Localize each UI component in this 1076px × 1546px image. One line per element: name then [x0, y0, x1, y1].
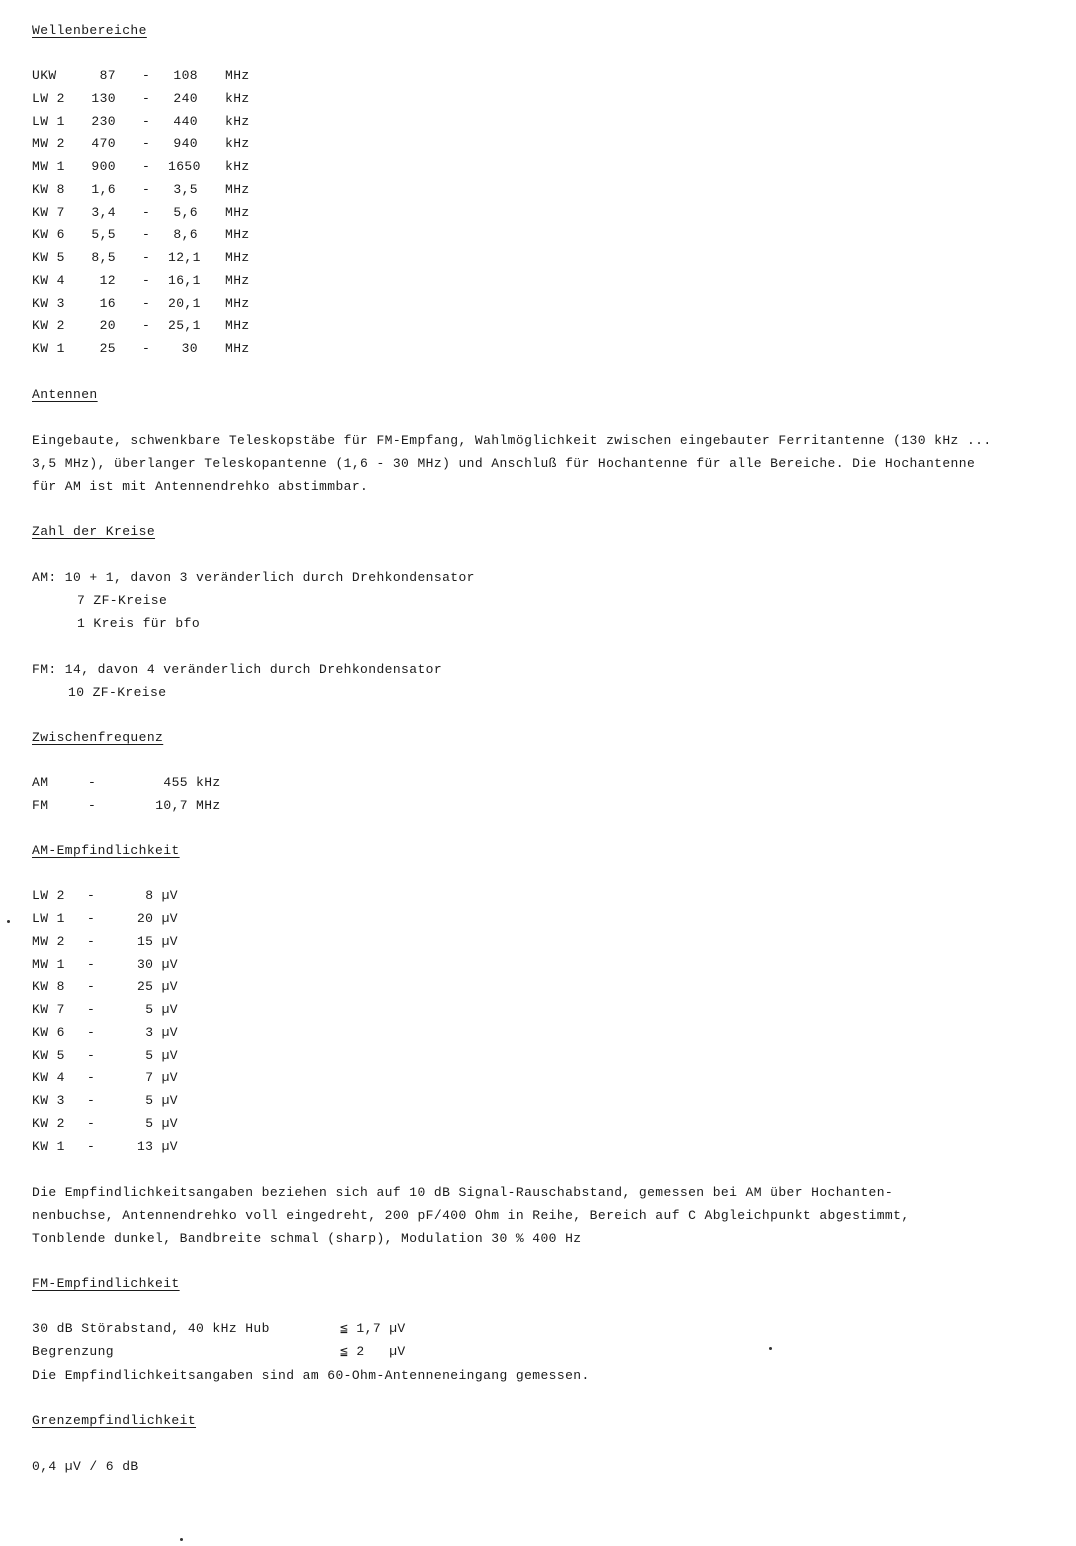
value-cell: 10,7	[155, 797, 188, 813]
unit-cell: MHz	[225, 227, 250, 243]
to-cell: 30	[181, 341, 198, 356]
table-row	[32, 338, 1042, 361]
table-row	[32, 999, 1042, 1022]
fm-row-begrenzung	[32, 1341, 1042, 1364]
section-heading-antennen: Antennen	[32, 386, 98, 402]
table-row	[32, 315, 1042, 338]
band-cell: KW 1	[32, 1138, 65, 1154]
unit-cell: MHz	[196, 797, 221, 813]
dash-cell: -	[87, 1093, 96, 1108]
to-cell: 5,6	[173, 204, 198, 220]
from-cell: 5,5	[91, 227, 116, 243]
band-cell: KW 7	[32, 1002, 65, 1017]
dash-cell: -	[88, 797, 97, 813]
section-heading-am-empfindlichkeit: AM-Empfindlichkeit	[32, 843, 180, 859]
table-row	[32, 954, 1042, 977]
dash-cell: -	[87, 1002, 96, 1017]
kreise-am-bfo: 1 Kreis für bfo	[77, 615, 201, 631]
band-cell: KW 6	[32, 1024, 65, 1040]
table-row	[32, 976, 1042, 999]
to-cell: 440	[173, 113, 198, 129]
am-empfindlichkeit-table	[32, 885, 1042, 1158]
unit-cell: MHz	[225, 295, 250, 311]
table-row	[32, 133, 1042, 156]
value-cell: 5 µV	[145, 1093, 178, 1108]
range-dash: -	[142, 136, 151, 152]
section-heading-kreise: Zahl der Kreise	[32, 523, 156, 539]
dash-cell: -	[87, 1047, 96, 1063]
section-heading-fm-empfindlichkeit: FM-Empfindlichkeit	[32, 1276, 180, 1292]
kreise-fm-line: FM: 14, davon 4 veränderlich durch Drehkondensator	[32, 661, 443, 677]
from-cell: 12	[99, 272, 116, 288]
table-row	[32, 1136, 1042, 1159]
band-cell: KW 3	[32, 295, 65, 311]
band-cell: KW 2	[32, 318, 65, 334]
dash-cell: -	[87, 1115, 96, 1131]
band-cell: KW 4	[32, 1070, 65, 1086]
unit-cell: kHz	[196, 774, 221, 790]
value-cell: 3 µV	[145, 1024, 178, 1040]
section-heading-wellenbereiche: Wellenbereiche	[32, 23, 147, 38]
range-dash: -	[142, 227, 151, 243]
value-cell: 15 µV	[136, 933, 178, 949]
kreise-fm-zf: 10 ZF-Kreise	[68, 684, 167, 700]
section-heading-grenzempfindlichkeit: Grenzempfindlichkeit	[32, 1412, 197, 1428]
antennen-text: Eingebaute, schwenkbare Teleskopstäbe für FM-Empfang, Wahlmöglichkeit zwischen eingebauter Ferritantenne (130 kHz ... 3,5 MHz), überlanger Teleskopantenne (1,6 - 30 MHz) und Anschluß für Hochantenne für alle Bereiche. Die Hochantenne für AM ist mit Antennendrehko abstimmbar.	[32, 432, 992, 494]
unit-cell: MHz	[225, 68, 250, 83]
table-row	[32, 65, 1042, 88]
from-cell: 470	[91, 136, 116, 152]
dash-cell: -	[87, 1070, 96, 1086]
unit-cell: MHz	[225, 181, 250, 197]
dash-cell: -	[87, 1024, 96, 1040]
to-cell: 240	[173, 90, 198, 106]
range-dash: -	[142, 318, 151, 334]
document-page	[32, 20, 1042, 1478]
unit-cell: kHz	[225, 136, 250, 152]
unit-cell: kHz	[225, 113, 250, 129]
from-cell: 1,6	[91, 181, 116, 197]
band-cell: KW 2	[32, 1115, 65, 1131]
table-row	[32, 885, 1042, 908]
to-cell: 25,1	[168, 318, 201, 334]
am-note-line-3: Tonblende dunkel, Bandbreite schmal (sharp), Modulation 30 % 400 Hz	[32, 1231, 582, 1247]
fm-row-stoerabstand	[32, 1318, 1042, 1341]
fm-note: Die Empfindlichkeitsangaben sind am 60-Ohm-Antenneneingang gemessen.	[32, 1367, 590, 1383]
scan-speck	[769, 1347, 772, 1350]
mode-cell: AM	[32, 774, 49, 790]
to-cell: 8,6	[173, 227, 198, 243]
dash-cell: -	[87, 933, 96, 949]
dash-cell: -	[88, 774, 97, 790]
to-cell: 12,1	[168, 250, 201, 265]
table-row	[32, 88, 1042, 111]
band-cell: KW 5	[32, 250, 65, 265]
range-dash: -	[142, 295, 151, 311]
from-cell: 8,5	[91, 250, 116, 265]
band-cell: KW 5	[32, 1047, 65, 1063]
table-row	[32, 931, 1042, 954]
range-dash: -	[142, 272, 151, 288]
section-heading-zwischenfrequenz: Zwischenfrequenz	[32, 729, 164, 745]
band-cell: MW 1	[32, 159, 65, 174]
band-cell: KW 8	[32, 181, 65, 197]
dash-cell: -	[87, 956, 96, 972]
band-cell: KW 3	[32, 1093, 65, 1108]
fm-row-label: Begrenzung	[32, 1344, 115, 1359]
table-row	[32, 179, 1042, 202]
unit-cell: MHz	[225, 272, 250, 288]
to-cell: 16,1	[168, 272, 201, 288]
am-note-line-2: nenbuchse, Antennendrehko voll eingedreht, 200 pF/400 Ohm in Reihe, Bereich auf C Abgleichpunkt abgestimmt,	[32, 1208, 910, 1224]
from-cell: 16	[99, 295, 116, 311]
band-cell: LW 1	[32, 911, 65, 926]
fm-row-value: ≦ 1,7 µV	[340, 1321, 406, 1337]
value-cell: 30 µV	[136, 956, 178, 972]
value-cell: 20 µV	[136, 911, 178, 926]
table-row	[32, 795, 1042, 818]
to-cell: 108	[173, 68, 198, 83]
table-row	[32, 1067, 1042, 1090]
zwischenfrequenz-table	[32, 772, 1042, 818]
am-note-line-1: Die Empfindlichkeitsangaben beziehen sich auf 10 dB Signal-Rauschabstand, gemessen bei AM über Hochanten-	[32, 1185, 894, 1201]
from-cell: 25	[99, 341, 116, 356]
table-row	[32, 270, 1042, 293]
dash-cell: -	[87, 888, 96, 904]
from-cell: 3,4	[91, 204, 116, 220]
unit-cell: MHz	[225, 204, 250, 220]
to-cell: 940	[173, 136, 198, 152]
value-cell: 8 µV	[145, 888, 178, 904]
unit-cell: kHz	[225, 159, 250, 174]
range-dash: -	[142, 250, 151, 265]
table-row	[32, 156, 1042, 179]
table-row	[32, 247, 1042, 270]
range-dash: -	[142, 68, 151, 83]
band-cell: KW 8	[32, 979, 65, 995]
from-cell: 230	[91, 113, 116, 129]
range-dash: -	[142, 204, 151, 220]
kreise-am-line: AM: 10 + 1, davon 3 veränderlich durch Drehkondensator	[32, 569, 475, 585]
range-dash: -	[142, 181, 151, 197]
kreise-am-zf: 7 ZF-Kreise	[77, 592, 168, 608]
table-row	[32, 293, 1042, 316]
table-row	[32, 1022, 1042, 1045]
from-cell: 130	[91, 90, 116, 106]
band-cell: UKW	[32, 68, 57, 83]
table-row	[32, 111, 1042, 134]
band-cell: KW 6	[32, 227, 65, 243]
band-cell: LW 2	[32, 90, 65, 106]
value-cell: 25 µV	[136, 979, 178, 995]
fm-row-value: ≦ 2 µV	[340, 1344, 406, 1359]
to-cell: 1650	[168, 159, 201, 174]
range-dash: -	[142, 341, 151, 356]
band-cell: KW 4	[32, 272, 65, 288]
fm-row-label: 30 dB Störabstand, 40 kHz Hub	[32, 1321, 270, 1337]
band-cell: MW 2	[32, 933, 65, 949]
table-row	[32, 202, 1042, 225]
dash-cell: -	[87, 911, 96, 926]
mode-cell: FM	[32, 797, 49, 813]
grenz-value: 0,4 µV / 6 dB	[32, 1458, 139, 1474]
scan-speck	[7, 920, 10, 923]
unit-cell: MHz	[225, 341, 250, 356]
wellenbereiche-table	[32, 65, 1042, 361]
value-cell: 5 µV	[145, 1115, 178, 1131]
dash-cell: -	[87, 979, 96, 995]
from-cell: 20	[99, 318, 116, 334]
table-row	[32, 224, 1042, 247]
unit-cell: MHz	[225, 250, 250, 265]
range-dash: -	[142, 90, 151, 106]
table-row	[32, 1090, 1042, 1113]
table-row	[32, 1045, 1042, 1068]
table-row	[32, 772, 1042, 795]
value-cell: 455	[163, 774, 188, 790]
value-cell: 5 µV	[145, 1002, 178, 1017]
band-cell: LW 2	[32, 888, 65, 904]
range-dash: -	[142, 159, 151, 174]
range-dash: -	[142, 113, 151, 129]
band-cell: MW 2	[32, 136, 65, 152]
table-row	[32, 908, 1042, 931]
band-cell: KW 1	[32, 341, 65, 356]
band-cell: KW 7	[32, 204, 65, 220]
from-cell: 87	[99, 68, 116, 83]
to-cell: 20,1	[168, 295, 201, 311]
band-cell: MW 1	[32, 956, 65, 972]
scan-speck	[180, 1538, 183, 1541]
value-cell: 7 µV	[145, 1070, 178, 1086]
unit-cell: kHz	[225, 90, 250, 106]
to-cell: 3,5	[173, 181, 198, 197]
dash-cell: -	[87, 1138, 96, 1154]
unit-cell: MHz	[225, 318, 250, 334]
table-row	[32, 1113, 1042, 1136]
band-cell: LW 1	[32, 113, 65, 129]
value-cell: 5 µV	[145, 1047, 178, 1063]
value-cell: 13 µV	[136, 1138, 178, 1154]
from-cell: 900	[91, 159, 116, 174]
